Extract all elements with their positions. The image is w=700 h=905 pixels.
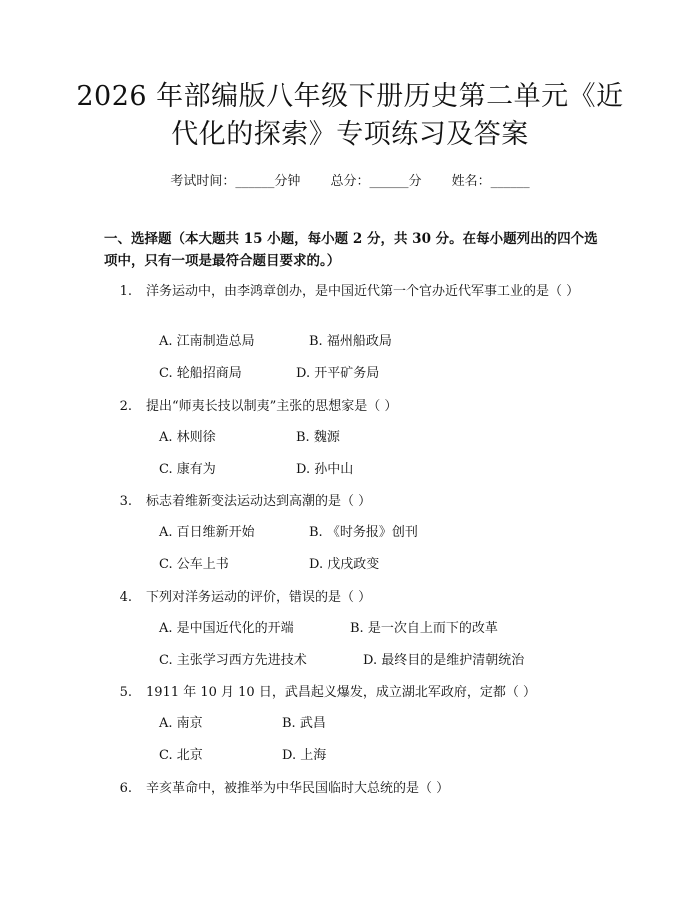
question-1	[104, 281, 600, 303]
question-4-options-row-2	[159, 651, 524, 671]
option-b: B. 是一次自上而下的改革	[350, 621, 498, 636]
exam-score: 总分：______分	[330, 174, 422, 189]
option-c: C. 康有为	[159, 462, 216, 477]
question-number: 5.	[119, 685, 132, 700]
question-3-options-row-1	[159, 523, 418, 543]
option-c: C. 轮船招商局	[159, 366, 242, 381]
exam-meta	[0, 170, 700, 189]
page-title	[60, 78, 640, 154]
option-d: D. 最终目的是维护清朝统治	[363, 653, 525, 668]
question-text: 提出“师夷长技以制夷”主张的思想家是（ ）	[146, 399, 398, 414]
option-b: B. 武昌	[282, 716, 326, 731]
question-5-options-row-1	[159, 714, 326, 734]
title-line-1: 2026 年部编版八年级下册历史第二单元《近	[76, 81, 624, 112]
question-number: 1.	[119, 284, 132, 299]
option-c: C. 公车上书	[159, 557, 229, 572]
question-5	[104, 682, 600, 704]
exam-name: 姓名：______	[451, 174, 530, 189]
option-a: A. 江南制造总局	[159, 334, 255, 349]
exam-time: 考试时间：______分钟	[170, 174, 301, 189]
question-2-options-row-1	[159, 428, 340, 448]
option-a: A. 南京	[159, 716, 203, 731]
option-d: D. 戊戌政变	[309, 557, 380, 572]
question-3	[104, 491, 600, 513]
section-heading: 一、选择题（本大题共 15 小题，每小题 2 分，共 30 分。在每小题列出的四个选项中，只有一项是最符合题目要求的。）	[104, 231, 598, 269]
question-text: 下列对洋务运动的评价，错误的是（ ）	[146, 590, 372, 605]
question-text: 辛亥革命中，被推举为中华民国临时大总统的是（ ）	[146, 781, 450, 796]
question-number: 3.	[119, 494, 132, 509]
option-b: B. 魏源	[296, 430, 340, 445]
question-number: 4.	[119, 590, 132, 605]
option-a: A. 林则徐	[159, 430, 216, 445]
option-a: A. 百日维新开始	[159, 525, 255, 540]
option-b: B. 《时务报》创刊	[309, 525, 418, 540]
question-6	[104, 778, 600, 800]
option-d: D. 开平矿务局	[296, 366, 380, 381]
option-a: A. 是中国近代化的开端	[159, 621, 294, 636]
title-line-2: 代化的探索》专项练习及答案	[171, 119, 529, 150]
question-text: 洋务运动中，由李鸿章创办，是中国近代第一个官办近代军事工业的是（ ）	[146, 284, 580, 299]
question-4	[104, 587, 600, 609]
question-text: 标志着维新变法运动达到高潮的是（ ）	[146, 494, 372, 509]
question-3-options-row-2	[159, 555, 379, 575]
question-number: 2.	[119, 399, 132, 414]
question-1-options-row-1	[159, 332, 392, 352]
option-d: D. 上海	[282, 748, 327, 763]
question-5-options-row-2	[159, 746, 326, 766]
question-text: 1911 年 10 月 10 日，武昌起义爆发，成立湖北军政府，定都（ ）	[146, 685, 536, 700]
option-c: C. 主张学习西方先进技术	[159, 653, 307, 668]
question-2-options-row-2	[159, 460, 353, 480]
option-d: D. 孙中山	[296, 462, 354, 477]
question-2	[104, 396, 600, 418]
question-number: 6.	[119, 781, 132, 796]
option-b: B. 福州船政局	[309, 334, 392, 349]
question-1-options-row-2	[159, 364, 379, 384]
option-c: C. 北京	[159, 748, 203, 763]
question-4-options-row-1	[159, 619, 498, 639]
